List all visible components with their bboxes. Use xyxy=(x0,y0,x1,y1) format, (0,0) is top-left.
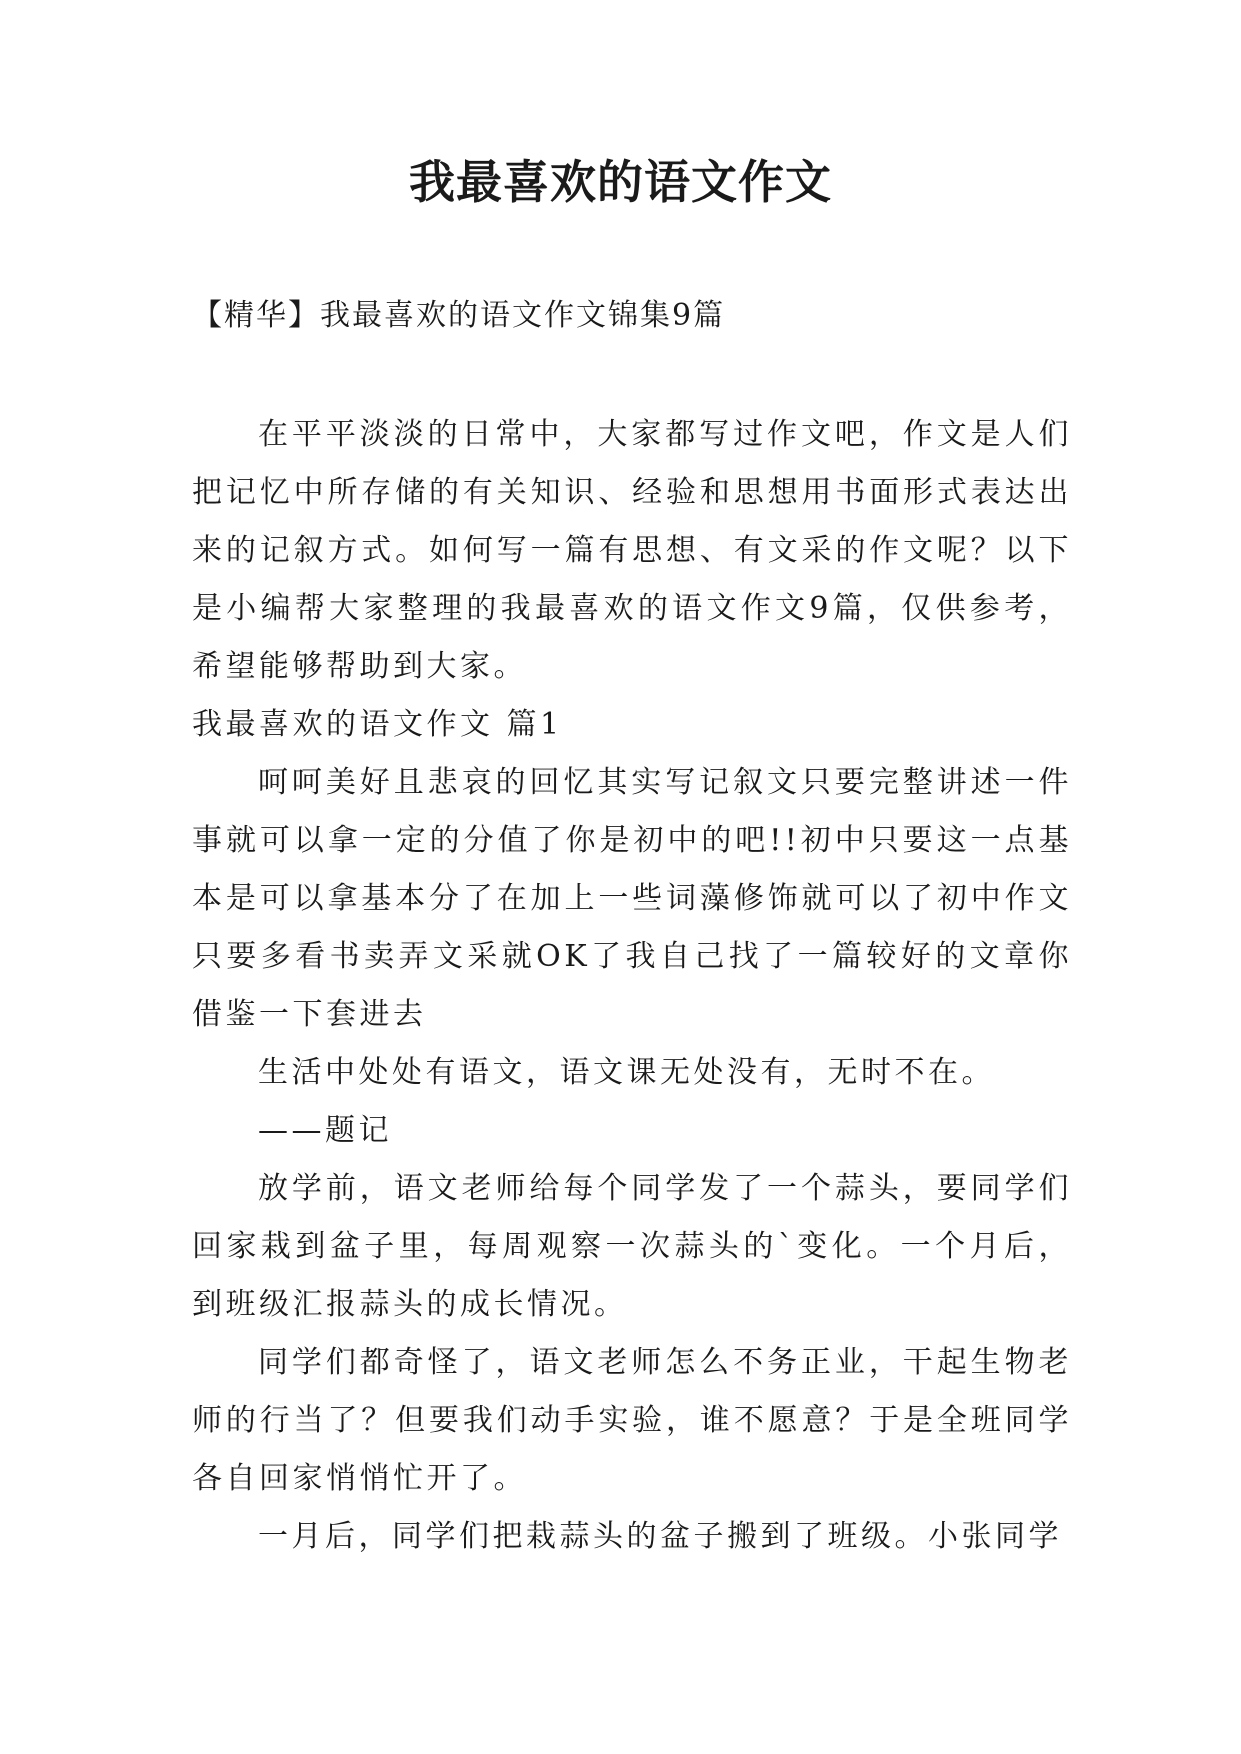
body-paragraph: 同学们都奇怪了，语文老师怎么不务正业，干起生物老师的行当了？但要我们动手实验，谁不愿意？于是全班同学各自回家悄悄忙开了。 xyxy=(192,1345,1072,1496)
document-subtitle: 【精华】我最喜欢的语文作文锦集9篇 xyxy=(192,298,726,333)
body-paragraph: 放学前，语文老师给每个同学发了一个蒜头，要同学们回家栽到盆子里，每周观察一次蒜头的`变化。一个月后，到班级汇报蒜头的成长情况。 xyxy=(192,1171,1072,1322)
body-paragraph: 一月后，同学们把栽蒜头的盆子搬到了班级。小张同学 xyxy=(258,1519,1062,1554)
epigraph-attribution: ——题记 xyxy=(258,1113,392,1148)
document-body xyxy=(192,406,1072,1566)
document-title: 我最喜欢的语文作文 xyxy=(409,155,832,209)
body-paragraph: 呵呵美好且悲哀的回忆其实写记叙文只要完整讲述一件事就可以拿一定的分值了你是初中的吧!!初中只要这一点基本是可以拿基本分了在加上一些词藻修饰就可以了初中作文只要多看书卖弄文采就OK了我自己找了一篇较好的文章你借鉴一下套进去 xyxy=(192,765,1072,1032)
body-paragraph: 生活中处处有语文，语文课无处没有，无时不在。 xyxy=(258,1055,995,1090)
intro-paragraph: 在平平淡淡的日常中，大家都写过作文吧，作文是人们把记忆中所存储的有关知识、经验和思想用书面形式表达出来的记叙方式。如何写一篇有思想、有文采的作文呢？以下是小编帮大家整理的我最喜欢的语文作文9篇，仅供参考，希望能够帮助到大家。 xyxy=(192,417,1072,684)
section-heading: 我最喜欢的语文作文 篇1 xyxy=(192,707,563,742)
